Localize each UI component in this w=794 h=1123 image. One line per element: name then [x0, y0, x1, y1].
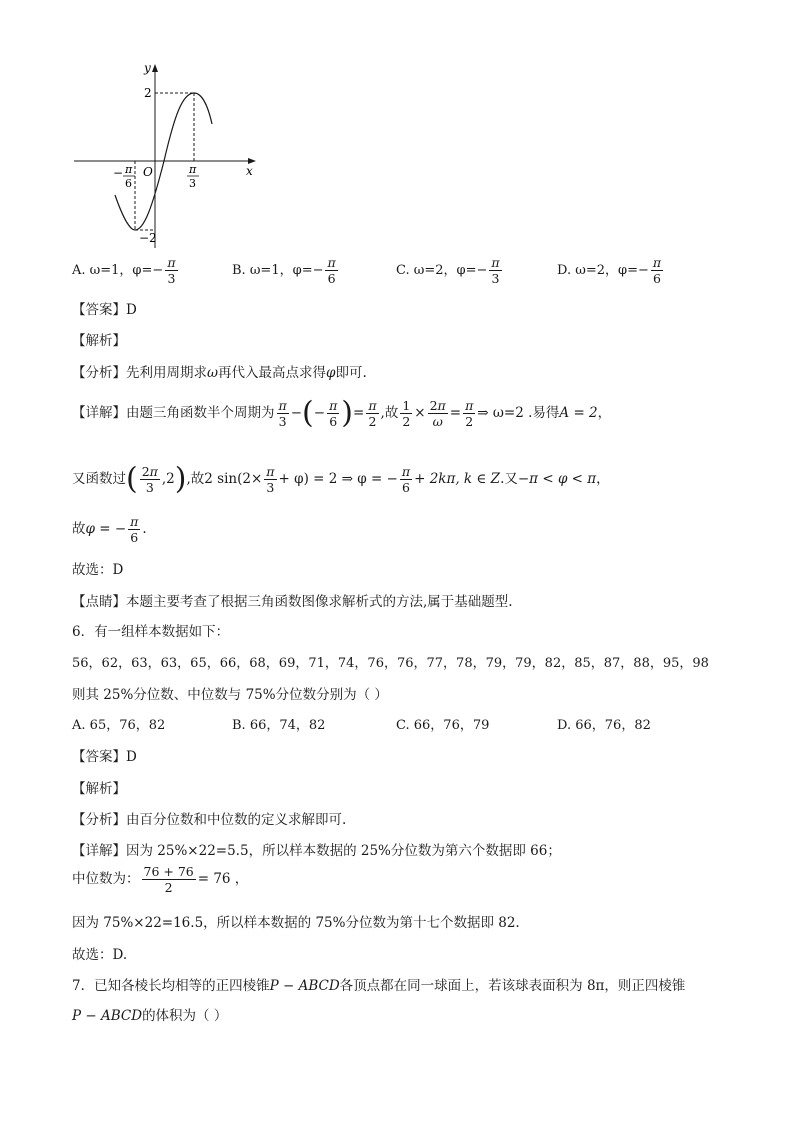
y-axis-label: y: [144, 61, 151, 75]
q7-line2: P − ABCD的体积为（ ）: [72, 1008, 228, 1024]
q6-detail-line2: 因为 75%×22=16.5，所以样本数据的 75%分位数为第十七个数据即 82.: [72, 915, 520, 931]
q6-title: 6．有一组样本数据如下：: [72, 624, 230, 640]
q6-option-c[interactable]: C. 66，76，79: [396, 718, 490, 733]
q6-question: 则其 25%分位数、中位数与 75%分位数分别为（ ）: [72, 687, 388, 703]
y-axis-arrow-icon: [152, 64, 158, 72]
q6-option-a[interactable]: A. 65，76，82: [72, 718, 166, 733]
q5-detail-line1: 【详解】由题三角函数半个周期为 $\frac{\pi}{3}$ −(− $\frac{\pi}{6}$ )= $\frac{\pi}{2}$ ,故 $\frac{1}{2}$ × $\frac{2\pi}{\omega}$ = $\frac{\pi}{2}$ ⇒ ω=2 .易得A = 2，: [72, 395, 612, 431]
x-left-num: π: [125, 163, 133, 176]
q5-option-b[interactable]: B. ω=1，φ=− $\frac{\pi}{6}$: [232, 255, 336, 287]
q5-dianjing-line: 【点睛】本题主要考查了根据三角函数图像求解析式的方法,属于基础题型.: [72, 594, 513, 610]
q5-analysis-tag: 【解析】: [72, 333, 126, 349]
x-right-num: π: [189, 163, 197, 176]
sine-graph: [60, 58, 270, 250]
q6-median-line: 中位数为： $\frac{76 + 76}{2}$ = 76 ，: [72, 863, 249, 895]
q7-line1: 7．已知各棱长均相等的正四棱锥P − ABCD各顶点都在同一球面上，若该球表面积为 8π，则正四棱锥: [72, 978, 686, 994]
y-max-label: 2: [144, 86, 152, 100]
x-right-den: 3: [189, 177, 196, 190]
q6-analysis-tag: 【解析】: [72, 781, 126, 797]
y-min-label: −2: [139, 231, 157, 245]
q5-option-c[interactable]: C. ω=2，φ=− $\frac{\pi}{3}$: [396, 255, 500, 287]
q5-option-a[interactable]: A. ω=1，φ=− $\frac{\pi}{3}$: [72, 255, 176, 287]
q6-data: 56，62，63，63，65，66，68，69，71，74，76，76，77，78，79，79，82，85，87，88，95，98: [72, 656, 709, 671]
x-left-sign: −: [113, 166, 124, 180]
q6-option-b[interactable]: B. 66，74，82: [232, 718, 326, 733]
q5-choose: 故选：D: [72, 562, 124, 578]
q6-choose: 故选：D.: [72, 947, 128, 963]
q5-option-d[interactable]: D. ω=2，φ=− $\frac{\pi}{6}$: [557, 255, 662, 287]
x-axis-label: x: [246, 164, 253, 178]
x-left-den: 6: [125, 177, 132, 190]
q6-detail-line1: 【详解】因为 25%×22=5.5，所以样本数据的 25%分位数为第六个数据即 66；: [72, 843, 561, 859]
q6-fenxi-line: 【分析】由百分位数和中位数的定义求解即可.: [72, 812, 347, 828]
q5-detail-line3: 故φ = − $\frac{\pi}{6}$ .: [72, 513, 147, 545]
q5-fenxi-line: 【分析】先利用周期求ω再代入最高点求得φ即可.: [72, 365, 367, 381]
q6-option-d[interactable]: D. 66，76，82: [557, 718, 651, 733]
q5-answer-line: 【答案】D: [72, 302, 137, 318]
q5-detail-line2: 又函数过( $\frac{2\pi}{3}$ ,2),故2 sin(2× $\frac{\pi}{3}$ + φ) = 2 ⇒ φ = − $\frac{\pi}{6}$ + 2kπ, k ∈ Z.又−π < φ < π，: [72, 461, 610, 497]
q6-answer-line: 【答案】D: [72, 749, 137, 765]
origin-label: O: [143, 165, 153, 179]
